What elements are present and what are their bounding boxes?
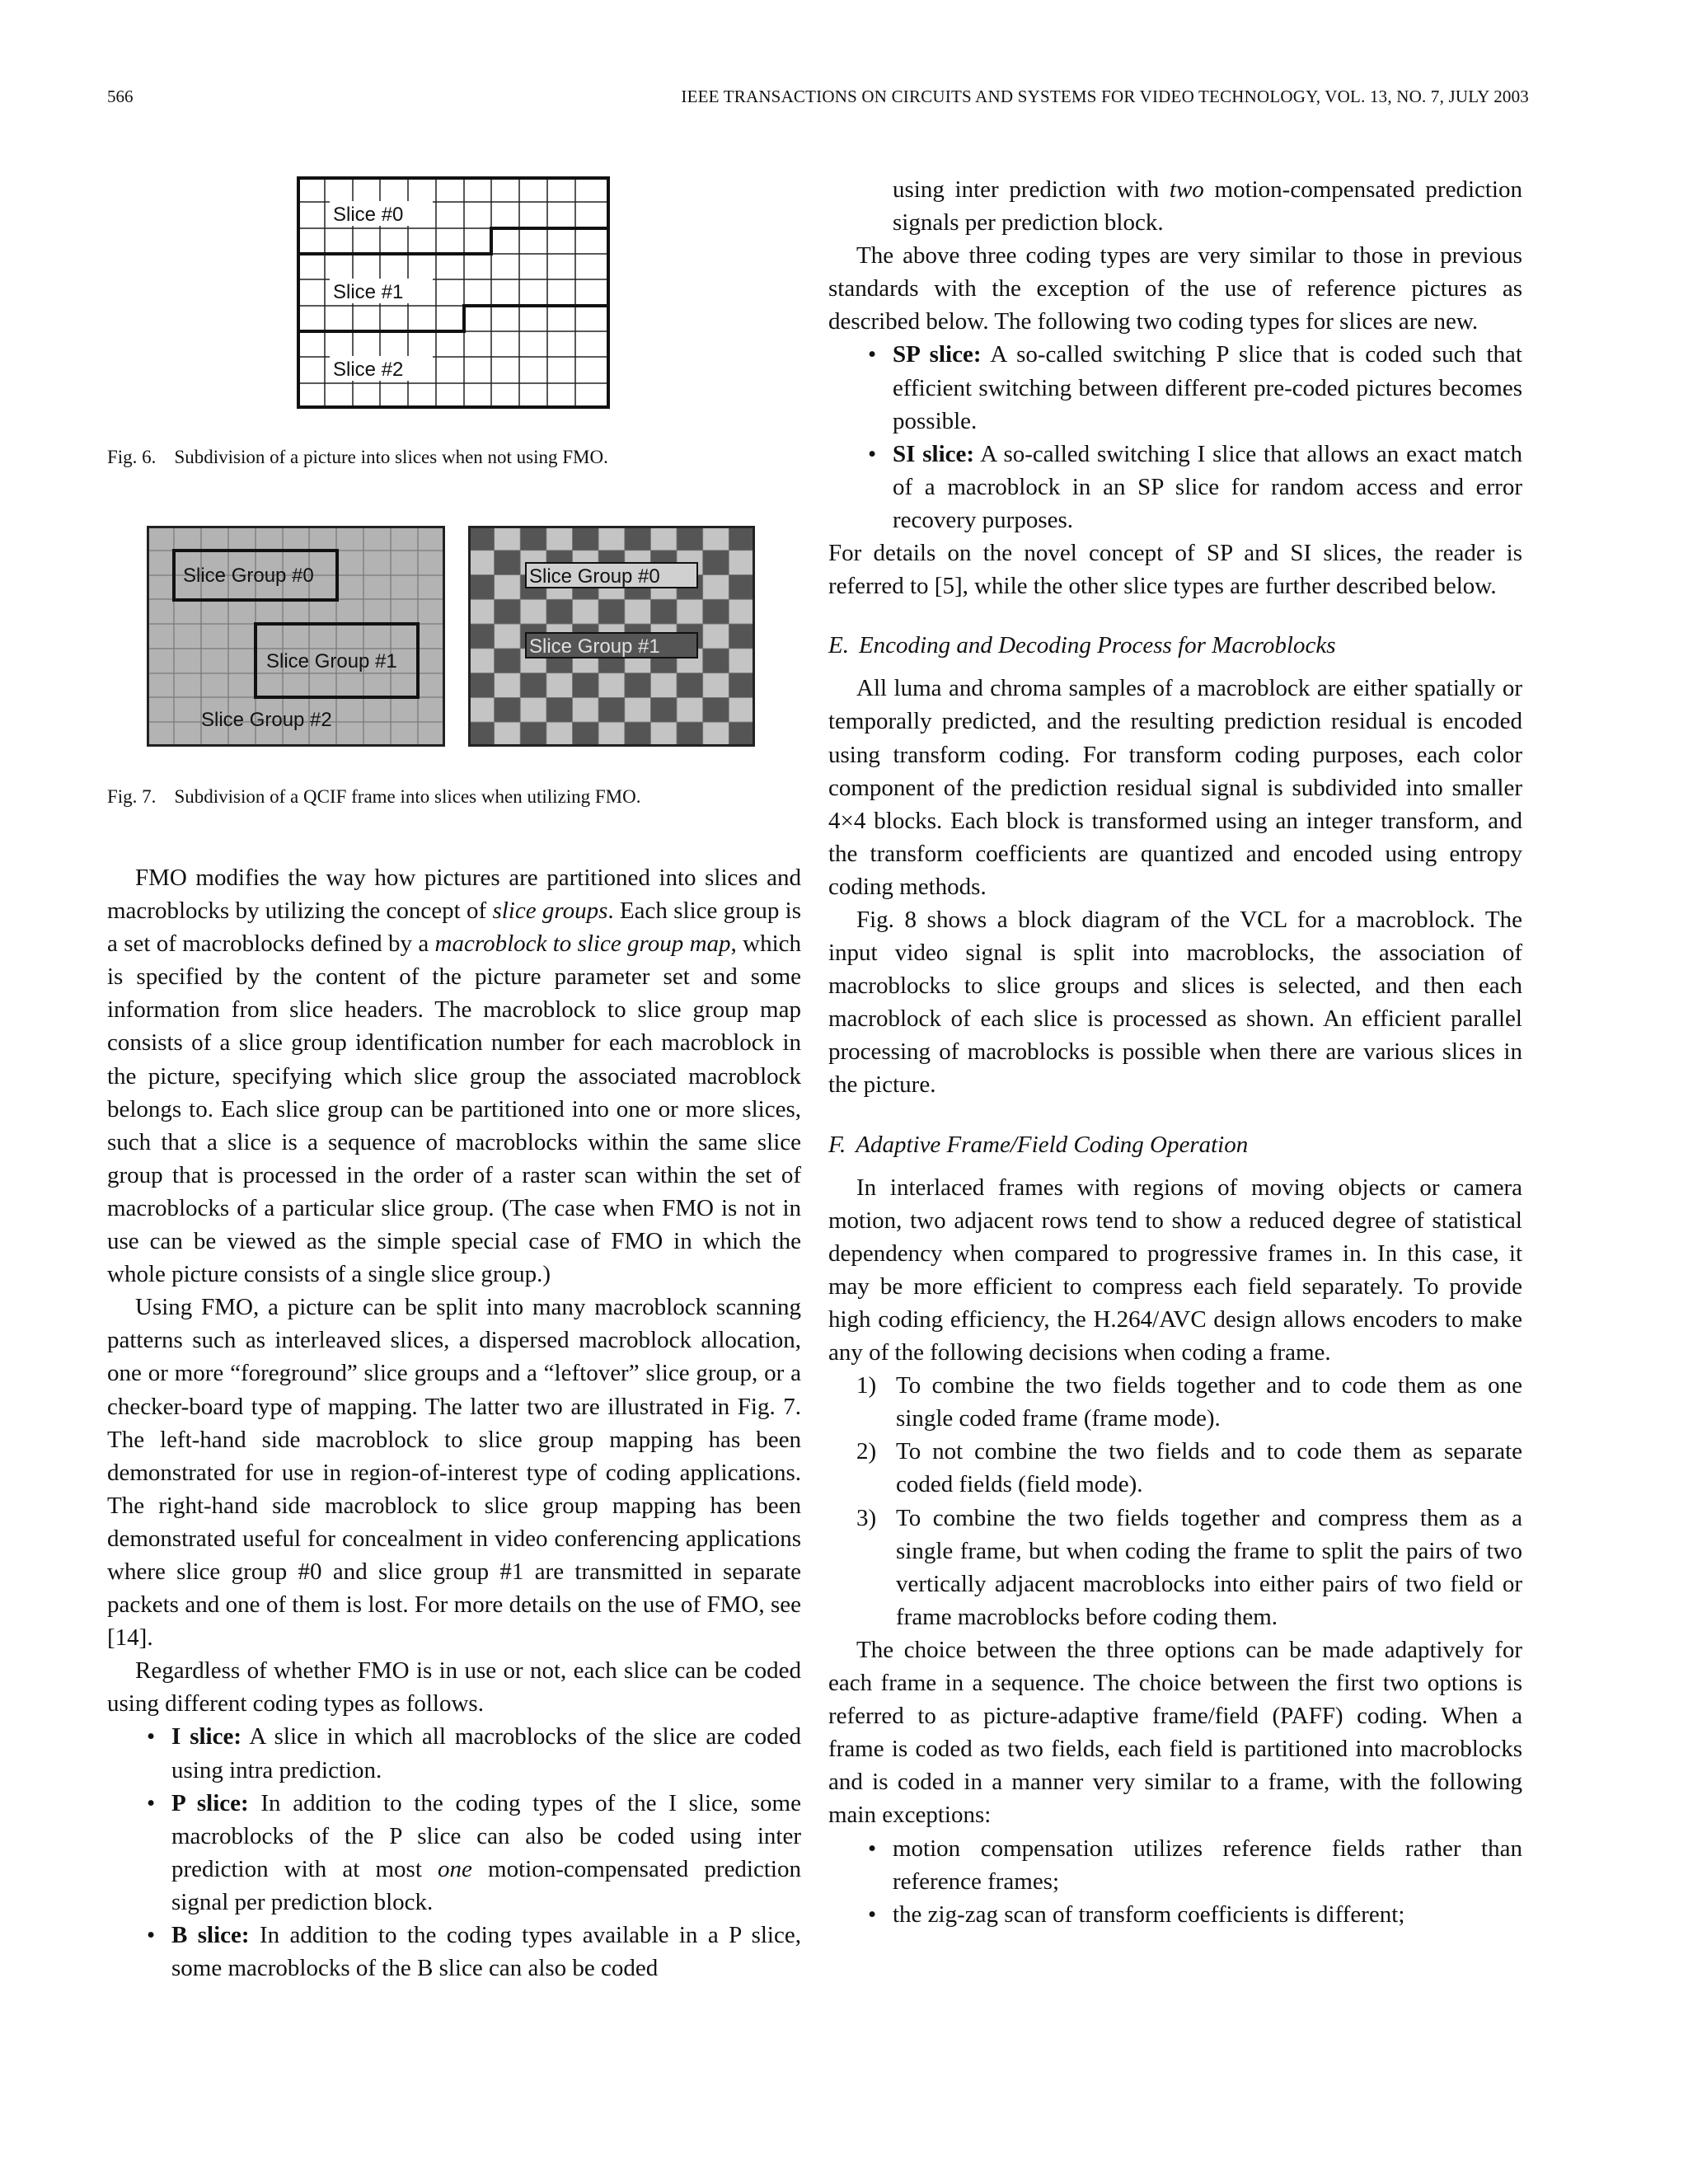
checker-cell	[703, 526, 729, 551]
checker-cell	[729, 697, 755, 722]
checker-cell	[495, 599, 521, 624]
checker-cell	[573, 599, 599, 624]
section-letter: E.	[828, 632, 849, 659]
fig6-label-slice-0: Slice #0	[333, 204, 404, 226]
text-run: To not combine the two fields and to code them as separate coded fields (field mode).	[896, 1438, 1522, 1498]
italic-term: slice groups	[492, 898, 608, 925]
checker-cell	[573, 673, 599, 698]
fig6-caption-text: Subdivision of a picture into slices when not using FMO.	[174, 447, 608, 467]
paragraph-interlaced-frames: In interlaced frames with regions of moving objects or camera motion, two adjacent rows tend to show a reduced degree of statistical dependency when compared to progressive frames in. In this case, it may be more efficient to compress each field separately. To provide high coding efficiency, the H.264/AVC design allows encoders to make any of the following decisions when coding a frame.	[828, 1174, 1522, 1366]
checker-cell	[703, 551, 729, 575]
text-run: To combine the two fields together and compress them as a single frame, but when coding the frame to split the pairs of two vertically adjacent macroblocks into either pairs of two field or frame macroblocks before coding them.	[896, 1504, 1522, 1630]
fig6-label-slice-2: Slice #2	[333, 359, 404, 381]
section-title: Adaptive Frame/Field Coding Operation	[856, 1131, 1249, 1158]
checker-cell	[468, 551, 495, 575]
checker-cell	[729, 673, 755, 698]
checker-cell	[729, 526, 755, 551]
frame-field-decision-list	[828, 1369, 1522, 1633]
text-run: FMO modifies the way how pictures are partitioned into slices and macroblocks by utilizing the concept of	[107, 865, 801, 925]
checker-cell	[625, 673, 651, 698]
right-column	[828, 173, 1522, 1931]
list-item-reference-fields: • motion compensation utilizes reference fields rather than reference frames;	[828, 1832, 1522, 1898]
checker-cell	[703, 673, 729, 698]
section-title: Encoding and Decoding Process for Macroblocks	[858, 632, 1336, 659]
checker-cell	[520, 673, 546, 698]
bold-term: I slice:	[171, 1723, 242, 1750]
list-item-p-slice	[107, 1787, 801, 1919]
checker-cell	[495, 649, 521, 673]
checker-cell	[495, 551, 521, 575]
checker-cell	[520, 526, 546, 551]
checker-cell	[468, 697, 495, 722]
list-item-b-slice	[107, 1919, 801, 1985]
fig7-caption-label: Fig. 7.	[107, 786, 157, 807]
figure-7-left-foreground-map	[147, 526, 445, 747]
checker-cell	[650, 673, 677, 698]
checker-cell	[650, 722, 677, 747]
checker-cell	[598, 599, 625, 624]
checker-cell	[546, 673, 573, 698]
checker-cell	[703, 599, 729, 624]
checker-cell	[520, 599, 546, 624]
checker-cell	[677, 599, 703, 624]
text-run: . Each slice group is a set of macroblocks defined by a	[107, 898, 801, 958]
checker-cell	[468, 649, 495, 673]
paragraph-sp-si-details: For details on the novel concept of SP and SI slices, the reader is referred to [5], while the other slice types are further described below.	[828, 540, 1522, 600]
paragraph-fmo-intro	[107, 861, 801, 1291]
list-item-option-3	[828, 1502, 1522, 1633]
figure-7-right-checkerboard-map	[468, 526, 755, 747]
checker-cell	[598, 673, 625, 698]
checker-cell	[703, 722, 729, 747]
paragraph-coding-types: Regardless of whether FMO is in use or not, each slice can be coded using different coding types as follows.	[107, 1657, 801, 1718]
text-run: A slice in which all macroblocks of the slice are coded using intra prediction.	[171, 1723, 801, 1783]
checker-cell	[495, 697, 521, 722]
checker-cell	[468, 526, 495, 551]
checker-cell	[495, 575, 521, 600]
list-item-zigzag-scan: • the zig-zag scan of transform coefficients is different;	[828, 1898, 1522, 1931]
italic-term: one	[438, 1855, 472, 1882]
text-run: using inter prediction with	[893, 176, 1170, 203]
checker-cell	[650, 526, 677, 551]
fig7-left-label-group-2: Slice Group #2	[201, 709, 332, 731]
checker-cell	[625, 599, 651, 624]
text-run: A so-called switching I slice that allows an exact match of a macroblock in an SP slice for random access and error recovery purposes.	[893, 440, 1523, 533]
checker-cell	[468, 722, 495, 747]
list-item-sp-slice	[828, 338, 1522, 437]
section-heading-e	[828, 629, 1522, 662]
fig6-caption-label: Fig. 6.	[107, 447, 157, 467]
checker-cell	[677, 722, 703, 747]
checker-cell	[703, 697, 729, 722]
checker-cell	[650, 599, 677, 624]
paragraph-macroblock-prediction: All luma and chroma samples of a macroblock are either spatially or temporally predicted, and the resulting prediction residual is encoded using transform coding. For transform coding purposes, each color component of the prediction residual signal is subdivided into smaller 4×4 blocks. Each block is transformed using an integer transform, and the transform coefficients are quantized and encoded using entropy coding methods.	[828, 675, 1522, 900]
bold-term: SI slice:	[893, 440, 975, 467]
bold-term: P slice:	[171, 1789, 249, 1816]
checker-cell	[625, 526, 651, 551]
checker-cell	[703, 649, 729, 673]
new-slice-type-list	[828, 338, 1522, 537]
text-run: A so-called switching P slice that is coded such that efficient switching between different pre-coded pictures becomes possible.	[893, 341, 1522, 434]
list-item-option-1	[828, 1369, 1522, 1435]
checker-cell	[495, 722, 521, 747]
checker-cell	[573, 526, 599, 551]
paragraph-paff: The choice between the three options can be made adaptively for each frame in a sequence. The choice between the first two options is referred to as picture-adaptive frame/field (PAFF) coding. When a frame is coded as two fields, each field is partitioned into macroblocks and is coded in a manner very similar to a frame, with the following main exceptions:	[828, 1636, 1522, 1829]
checker-cell	[468, 599, 495, 624]
checker-cell	[729, 551, 755, 575]
bold-term: SP slice:	[893, 341, 982, 368]
checker-cell	[573, 697, 599, 722]
fig7-right-label-group-0: Slice Group #0	[529, 565, 660, 588]
checker-cell	[495, 624, 521, 649]
section-heading-f	[828, 1128, 1522, 1161]
list-item-option-2	[828, 1435, 1522, 1501]
italic-term: macroblock to slice group map	[434, 930, 731, 958]
checker-cell	[546, 526, 573, 551]
checker-cell	[729, 624, 755, 649]
list-number: 1)	[856, 1372, 877, 1399]
fig7-left-label-group-1: Slice Group #1	[266, 650, 397, 673]
text-run: In addition to the coding types of the I slice, some macroblocks of the P slice can also be coded using inter prediction with at most	[171, 1789, 801, 1882]
section-letter: F.	[828, 1131, 846, 1158]
checker-cell	[520, 722, 546, 747]
slice-type-list	[107, 1720, 801, 1985]
text-run: To combine the two fields together and to code them as one single coded frame (frame mode).	[896, 1372, 1522, 1432]
checker-cell	[468, 673, 495, 698]
figure-6-caption	[107, 447, 608, 468]
paragraph-fig8-reference: Fig. 8 shows a block diagram of the VCL for a macroblock. The input video signal is split into macroblocks, the association of macroblocks to slice groups and slices is selected, and then each macroblock of each slice is processed as shown. An efficient parallel processing of macroblocks is possible when there are various slices in the picture.	[828, 906, 1522, 1099]
checker-cell	[729, 575, 755, 600]
figure-7-caption	[107, 786, 640, 808]
fig6-label-slice-1: Slice #1	[333, 281, 404, 303]
text-run: , which is specified by the content of the picture parameter set and some information from slice headers. The macroblock to slice group map consists of a slice group identification number for each macroblock in the picture, specifying which slice group the associated macroblock belongs to. Each slice group can be partitioned into one or more slices, such that a slice is a sequence of macroblocks within the same slice group that is processed in the order of a raster scan within the set of macroblocks of a particular slice group. (The case when FMO is not in use can be viewed as the simple special case of FMO in which the whole picture consists of a single slice group.)	[107, 930, 801, 1288]
paragraph-coding-types-similar: The above three coding types are very similar to those in previous standards with the exception of the use of reference pictures as described below. The following two coding types for slices are new.	[828, 242, 1522, 335]
figure-6-slice-diagram	[297, 176, 610, 409]
checker-cell	[677, 697, 703, 722]
list-item-i-slice	[107, 1720, 801, 1786]
list-item-b-slice-continued	[828, 173, 1522, 239]
checker-cell	[468, 624, 495, 649]
checker-cell	[520, 697, 546, 722]
page-number: 566	[107, 87, 134, 106]
checker-cell	[546, 697, 573, 722]
checker-cell	[703, 624, 729, 649]
paragraph-fmo-patterns: Using FMO, a picture can be split into many macroblock scanning patterns such as interleaved slices, a dispersed macroblock allocation, one or more “foreground” slice groups and a “leftover” slice group, or a checker-board type of mapping. The latter two are illustrated in Fig. 7. The left-hand side macroblock to slice group mapping has been demonstrated for use in region-of-interest type of coding applications. The right-hand side macroblock to slice group mapping has been demonstrated useful for concealment in video conferencing applications where slice group #0 and slice group #1 are transmitted in separate packets and one of them is lost. For more details on the use of FMO, see [14].	[107, 1294, 801, 1652]
checker-cell	[598, 526, 625, 551]
checker-cell	[598, 722, 625, 747]
fig7-caption-text: Subdivision of a QCIF frame into slices when utilizing FMO.	[174, 786, 641, 807]
checker-cell	[468, 575, 495, 600]
list-item-si-slice	[828, 438, 1522, 537]
checker-cell	[573, 722, 599, 747]
checker-cell	[625, 722, 651, 747]
text-run: motion-compensated prediction signals per prediction block.	[893, 176, 1522, 237]
checker-cell	[703, 575, 729, 600]
checker-cell	[729, 722, 755, 747]
field-exceptions-list	[828, 1832, 1522, 1931]
checker-cell	[625, 697, 651, 722]
text-run: In addition to the coding types available in a P slice, some macroblocks of the B slice can also be coded	[171, 1922, 801, 1982]
left-column	[107, 861, 801, 1985]
list-number: 3)	[856, 1504, 877, 1531]
text-run: motion-compensated prediction signal per prediction block.	[171, 1855, 801, 1915]
checker-cell	[729, 649, 755, 673]
checker-cell	[650, 697, 677, 722]
bold-term: B slice:	[171, 1922, 250, 1948]
checker-cell	[495, 673, 521, 698]
checker-cell	[546, 599, 573, 624]
checker-cell	[677, 673, 703, 698]
fig7-right-label-group-1: Slice Group #1	[529, 635, 660, 658]
fig7-left-label-group-0: Slice Group #0	[183, 565, 314, 587]
list-number: 2)	[856, 1438, 877, 1465]
checker-cell	[729, 599, 755, 624]
checker-cell	[677, 526, 703, 551]
italic-term: two	[1169, 176, 1204, 203]
checker-cell	[495, 526, 521, 551]
running-header: IEEE TRANSACTIONS ON CIRCUITS AND SYSTEMS FOR VIDEO TECHNOLOGY, VOL. 13, NO. 7, JULY 2003	[681, 87, 1529, 106]
checker-cell	[546, 722, 573, 747]
checker-cell	[598, 697, 625, 722]
